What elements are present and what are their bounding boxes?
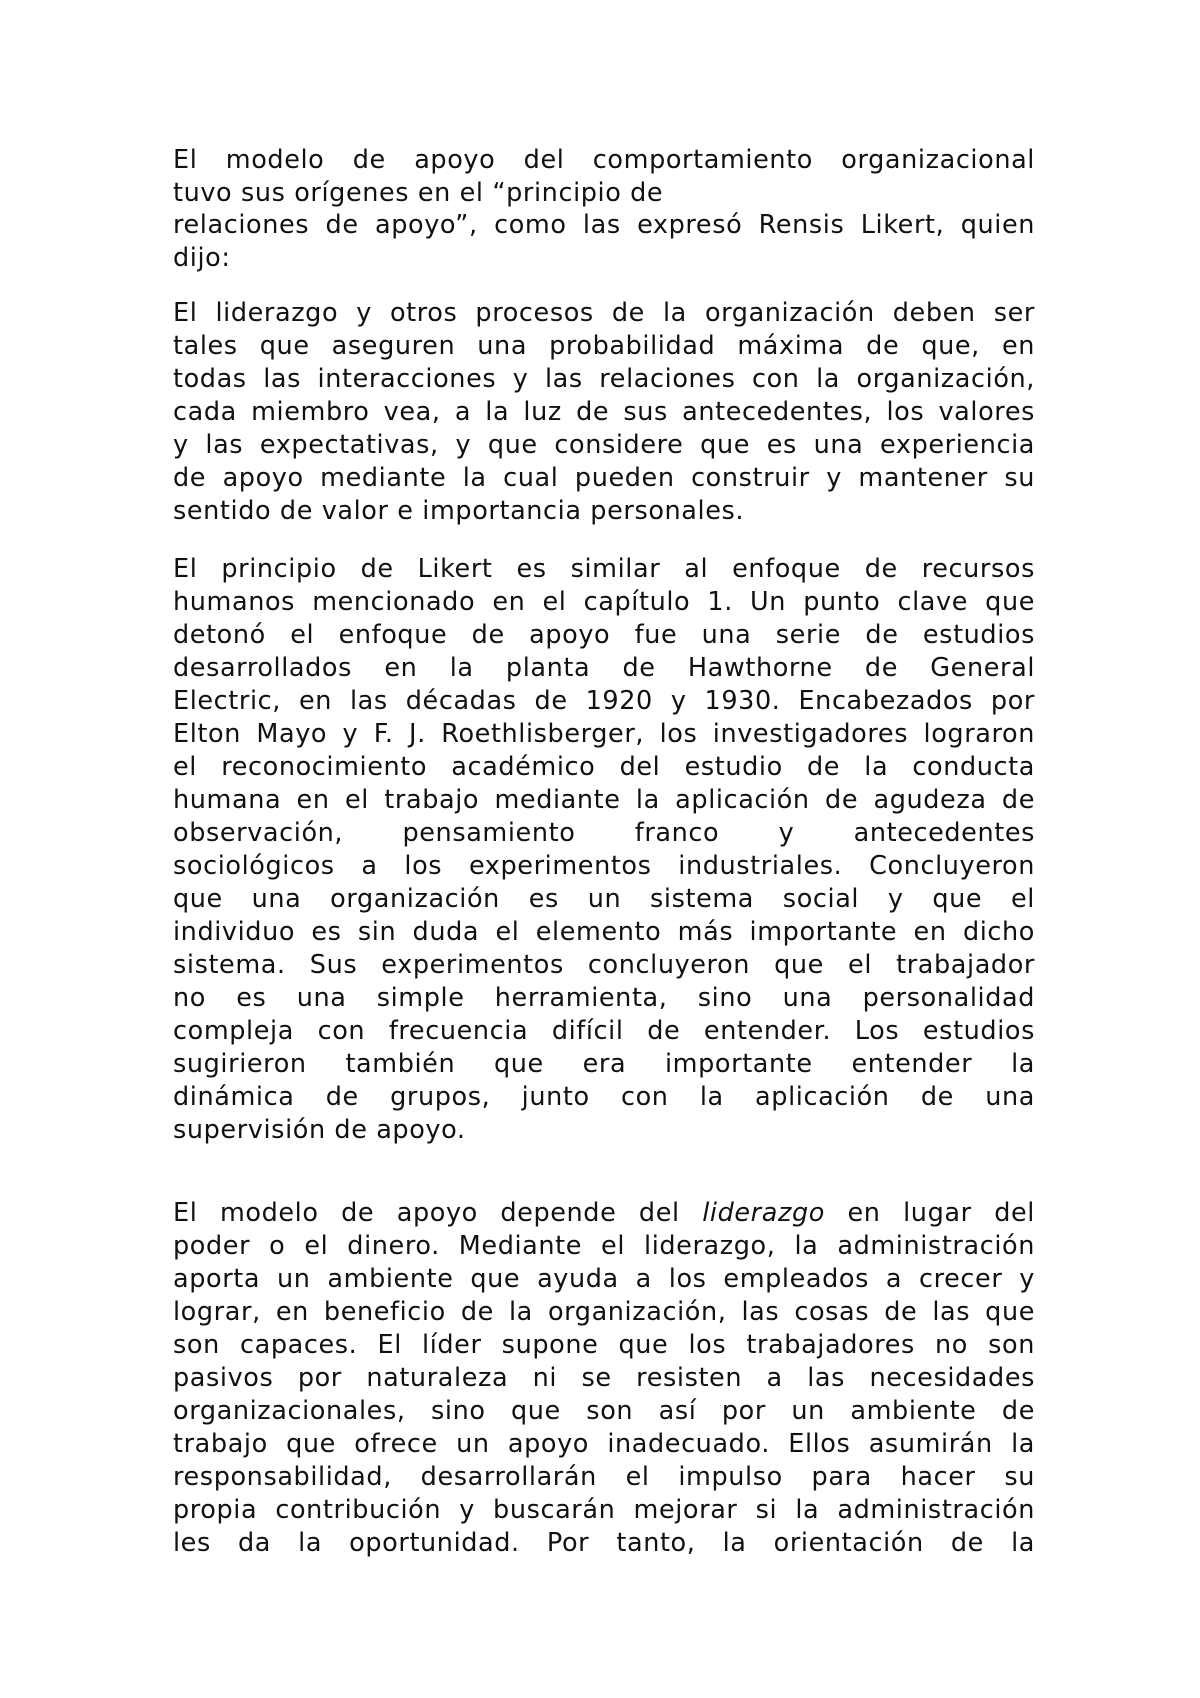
- intro-line-1: El modelo de apoyo del comportamiento organizacional: [173, 145, 1035, 175]
- intro-line-3: relaciones de apoyo”, como las expresó Rensis Likert, quien: [173, 210, 1035, 240]
- text-line: poder o el dinero. Mediante el liderazgo, la administración: [173, 1231, 1035, 1261]
- text-line: responsabilidad, desarrollarán el impulso para hacer su: [173, 1462, 1035, 1492]
- text-line: sentido de valor e importancia personales.: [173, 496, 745, 526]
- leadership-paragraph: [173, 1197, 1035, 1560]
- hawthorne-paragraph: [173, 553, 1035, 1147]
- text-line: dinámica de grupos, junto con la aplicación de una: [173, 1082, 1035, 1112]
- text-line: observación, pensamiento franco y antecedentes: [173, 818, 1035, 848]
- text-line: propia contribución y buscarán mejorar si la administración: [173, 1495, 1035, 1525]
- text-line: humanos mencionado en el capítulo 1. Un punto clave que: [173, 587, 1035, 617]
- text-line: El principio de Likert es similar al enfoque de recursos: [173, 554, 1035, 584]
- line-end-text: en lugar del: [824, 1198, 1035, 1228]
- text-line: tales que aseguren una probabilidad máxima de que, en: [173, 331, 1035, 361]
- text-line: y las expectativas, y que considere que es una experiencia: [173, 430, 1035, 460]
- text-line: sistema. Sus experimentos concluyeron que el trabajador: [173, 950, 1035, 980]
- intro-line-2: tuvo sus orígenes en el “principio de: [173, 177, 664, 208]
- text-line: de apoyo mediante la cual pueden construir y mantener su: [173, 463, 1035, 493]
- text-line: [173, 1197, 1035, 1230]
- text-line: desarrollados en la planta de Hawthorne de General: [173, 653, 1035, 683]
- text-line: Elton Mayo y F. J. Roethlisberger, los investigadores lograron: [173, 719, 1035, 749]
- text-line: todas las interacciones y las relaciones con la organización,: [173, 364, 1035, 394]
- italic-term: liderazgo: [702, 1198, 825, 1228]
- text-line: detonó el enfoque de apoyo fue una serie de estudios: [173, 620, 1035, 650]
- text-line: organizacionales, sino que son así por un ambiente de: [173, 1396, 1035, 1426]
- text-line: el reconocimiento académico del estudio de la conducta: [173, 752, 1035, 782]
- text-line: trabajo que ofrece un apoyo inadecuado. Ellos asumirán la: [173, 1429, 1035, 1459]
- text-line: no es una simple herramienta, sino una personalidad: [173, 983, 1035, 1013]
- text-line: son capaces. El líder supone que los trabajadores no son: [173, 1330, 1035, 1360]
- text-line: supervisión de apoyo.: [173, 1115, 466, 1145]
- likert-quote-paragraph: [173, 297, 1035, 528]
- text-line: les da la oportunidad. Por tanto, la orientación de la: [173, 1528, 1035, 1558]
- text-line: El liderazgo y otros procesos de la organización deben ser: [173, 298, 1035, 328]
- text-line: que una organización es un sistema social y que el: [173, 884, 1035, 914]
- line-start-text: El modelo de apoyo depende del: [173, 1198, 703, 1228]
- text-line: sugirieron también que era importante entender la: [173, 1049, 1035, 1079]
- text-line: individuo es sin duda el elemento más importante en dicho: [173, 917, 1035, 947]
- intro-paragraph: [173, 144, 1035, 274]
- text-line: aporta un ambiente que ayuda a los empleados a crecer y: [173, 1264, 1035, 1294]
- text-line: Electric, en las décadas de 1920 y 1930. Encabezados por: [173, 686, 1035, 716]
- intro-line-4: dijo:: [173, 242, 231, 273]
- text-line: pasivos por naturaleza ni se resisten a las necesidades: [173, 1363, 1035, 1393]
- text-line: humana en el trabajo mediante la aplicación de agudeza de: [173, 785, 1035, 815]
- text-line: compleja con frecuencia difícil de entender. Los estudios: [173, 1016, 1035, 1046]
- text-line: sociológicos a los experimentos industriales. Concluyeron: [173, 851, 1035, 881]
- text-line: lograr, en beneficio de la organización, las cosas de las que: [173, 1297, 1035, 1327]
- text-line: cada miembro vea, a la luz de sus antecedentes, los valores: [173, 397, 1035, 427]
